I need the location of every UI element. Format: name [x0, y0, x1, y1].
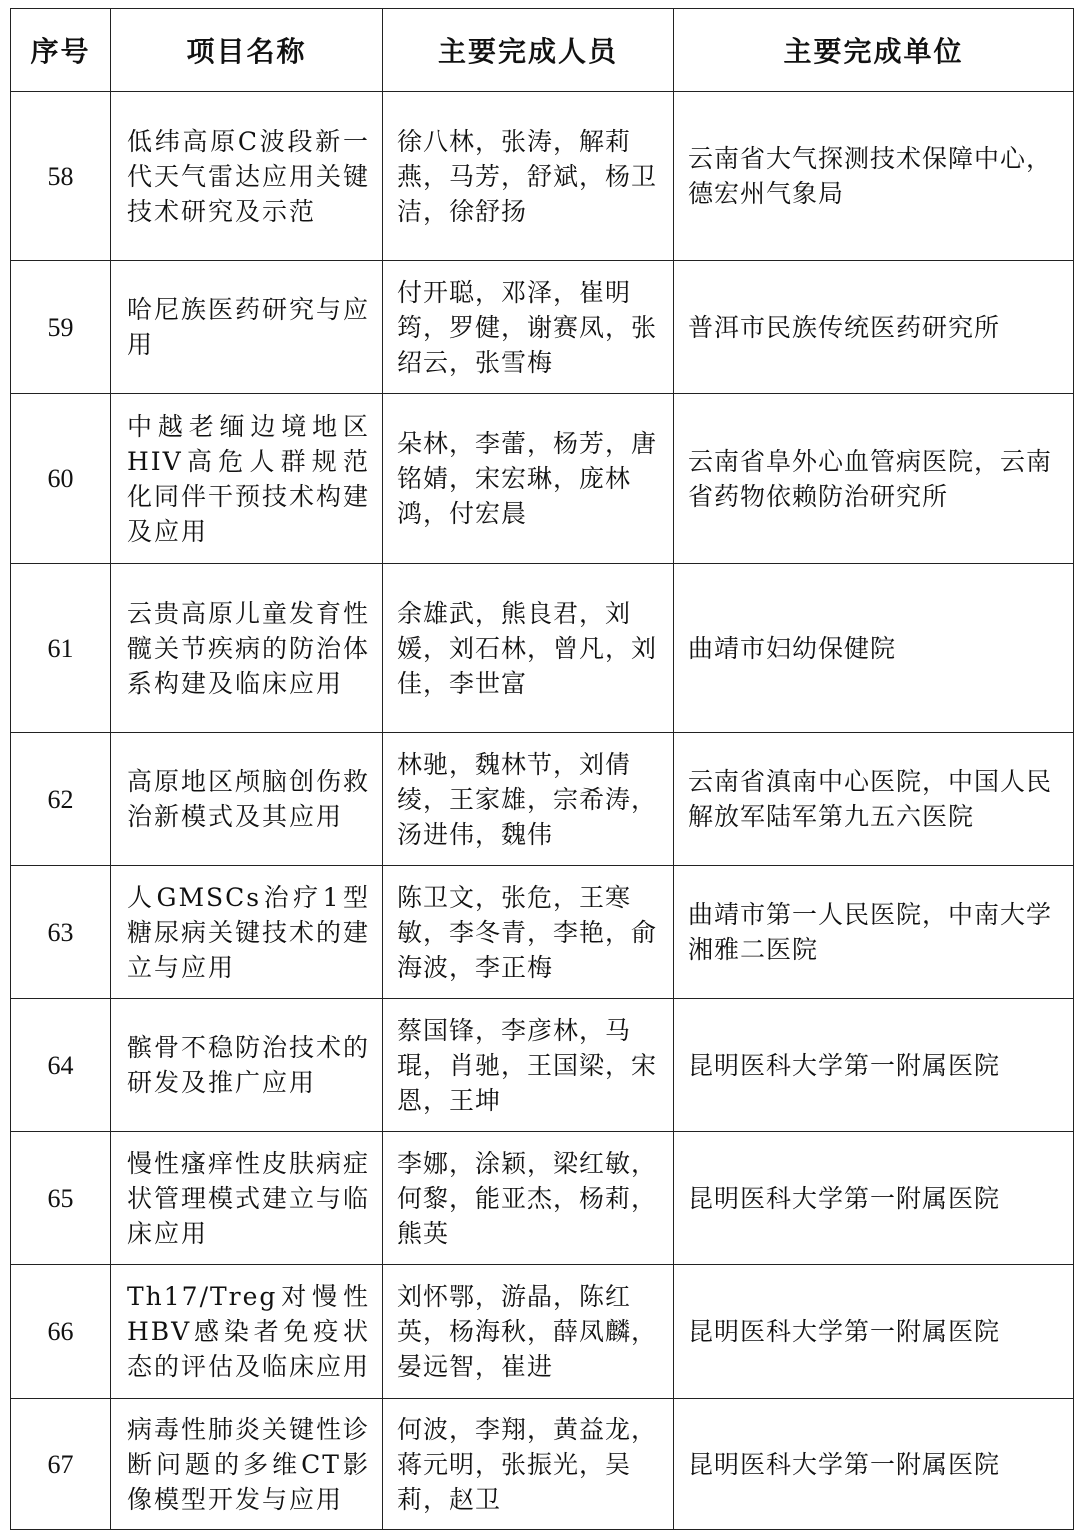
unit-cell: 昆明医科大学第一附属医院 [674, 1265, 1074, 1399]
table-row [11, 1265, 1074, 1399]
project-name-cell: 云贵高原儿童发育性髋关节疾病的防治体系构建及临床应用 [111, 564, 383, 733]
unit-cell: 昆明医科大学第一附属医院 [674, 1132, 1074, 1265]
serial-number-cell: 61 [11, 564, 111, 733]
unit-cell: 昆明医科大学第一附属医院 [674, 1399, 1074, 1530]
table-row [11, 1132, 1074, 1265]
table-row [11, 261, 1074, 394]
project-name-cell: 人GMSCs治疗1型糖尿病关键技术的建立与应用 [111, 866, 383, 999]
project-name-cell: 高原地区颅脑创伤救治新模式及其应用 [111, 733, 383, 866]
contributors-cell: 余雄武，熊良君，刘媛，刘石林，曾凡，刘佳，李世富 [383, 564, 674, 733]
serial-number-cell: 58 [11, 92, 111, 261]
serial-number-cell: 63 [11, 866, 111, 999]
unit-cell: 昆明医科大学第一附属医院 [674, 999, 1074, 1132]
project-name-cell: 低纬高原C波段新一代天气雷达应用关键技术研究及示范 [111, 92, 383, 261]
project-name-cell: 髌骨不稳防治技术的研发及推广应用 [111, 999, 383, 1132]
serial-number-cell: 59 [11, 261, 111, 394]
serial-number-cell: 64 [11, 999, 111, 1132]
contributors-cell: 朵林，李蕾，杨芳，唐铭婧，宋宏琳，庞林鸿，付宏晨 [383, 394, 674, 564]
table-row [11, 999, 1074, 1132]
award-table [10, 8, 1074, 1530]
project-name-cell: 慢性瘙痒性皮肤病症状管理模式建立与临床应用 [111, 1132, 383, 1265]
header-main-units: 主要完成单位 [674, 9, 1074, 92]
serial-number-cell: 65 [11, 1132, 111, 1265]
serial-number-cell: 62 [11, 733, 111, 866]
contributors-cell: 付开聪，邓泽，崔明筠，罗健，谢赛凤，张绍云，张雪梅 [383, 261, 674, 394]
serial-number-cell: 67 [11, 1399, 111, 1530]
unit-cell: 云南省滇南中心医院，中国人民解放军陆军第九五六医院 [674, 733, 1074, 866]
contributors-cell: 刘怀鄂，游晶，陈红英，杨海秋，薛凤麟，晏远智，崔进 [383, 1265, 674, 1399]
contributors-cell: 李娜，涂颖，梁红敏，何黎，能亚杰，杨莉，熊英 [383, 1132, 674, 1265]
table-row [11, 1399, 1074, 1530]
header-project-name: 项目名称 [111, 9, 383, 92]
table-row [11, 564, 1074, 733]
unit-cell: 云南省阜外心血管病医院，云南省药物依赖防治研究所 [674, 394, 1074, 564]
unit-cell: 云南省大气探测技术保障中心，德宏州气象局 [674, 92, 1074, 261]
header-serial-number: 序号 [11, 9, 111, 92]
table-row [11, 866, 1074, 999]
contributors-cell: 陈卫文，张危，王寒敏，李冬青，李艳，俞海波，李正梅 [383, 866, 674, 999]
unit-cell: 普洱市民族传统医药研究所 [674, 261, 1074, 394]
table-row [11, 733, 1074, 866]
contributors-cell: 何波，李翔，黄益龙，蒋元明，张振光，吴莉，赵卫 [383, 1399, 674, 1530]
project-name-cell: 中越老缅边境地区HIV高危人群规范化同伴干预技术构建及应用 [111, 394, 383, 564]
serial-number-cell: 66 [11, 1265, 111, 1399]
header-main-contributors: 主要完成人员 [383, 9, 674, 92]
unit-cell: 曲靖市妇幼保健院 [674, 564, 1074, 733]
table-row [11, 92, 1074, 261]
project-name-cell: 病毒性肺炎关键性诊断问题的多维CT影像模型开发与应用 [111, 1399, 383, 1530]
table-row [11, 394, 1074, 564]
project-name-cell: 哈尼族医药研究与应用 [111, 261, 383, 394]
contributors-cell: 蔡国锋，李彦林，马琨，肖驰，王国梁，宋恩，王坤 [383, 999, 674, 1132]
contributors-cell: 林驰，魏林节，刘倩绫，王家雄，宗希涛，汤进伟，魏伟 [383, 733, 674, 866]
unit-cell: 曲靖市第一人民医院，中南大学湘雅二医院 [674, 866, 1074, 999]
header-row [11, 9, 1074, 92]
project-name-cell: Th17/Treg对慢性HBV感染者免疫状态的评估及临床应用 [111, 1265, 383, 1399]
serial-number-cell: 60 [11, 394, 111, 564]
contributors-cell: 徐八林，张涛，解莉燕，马芳，舒斌，杨卫洁，徐舒扬 [383, 92, 674, 261]
